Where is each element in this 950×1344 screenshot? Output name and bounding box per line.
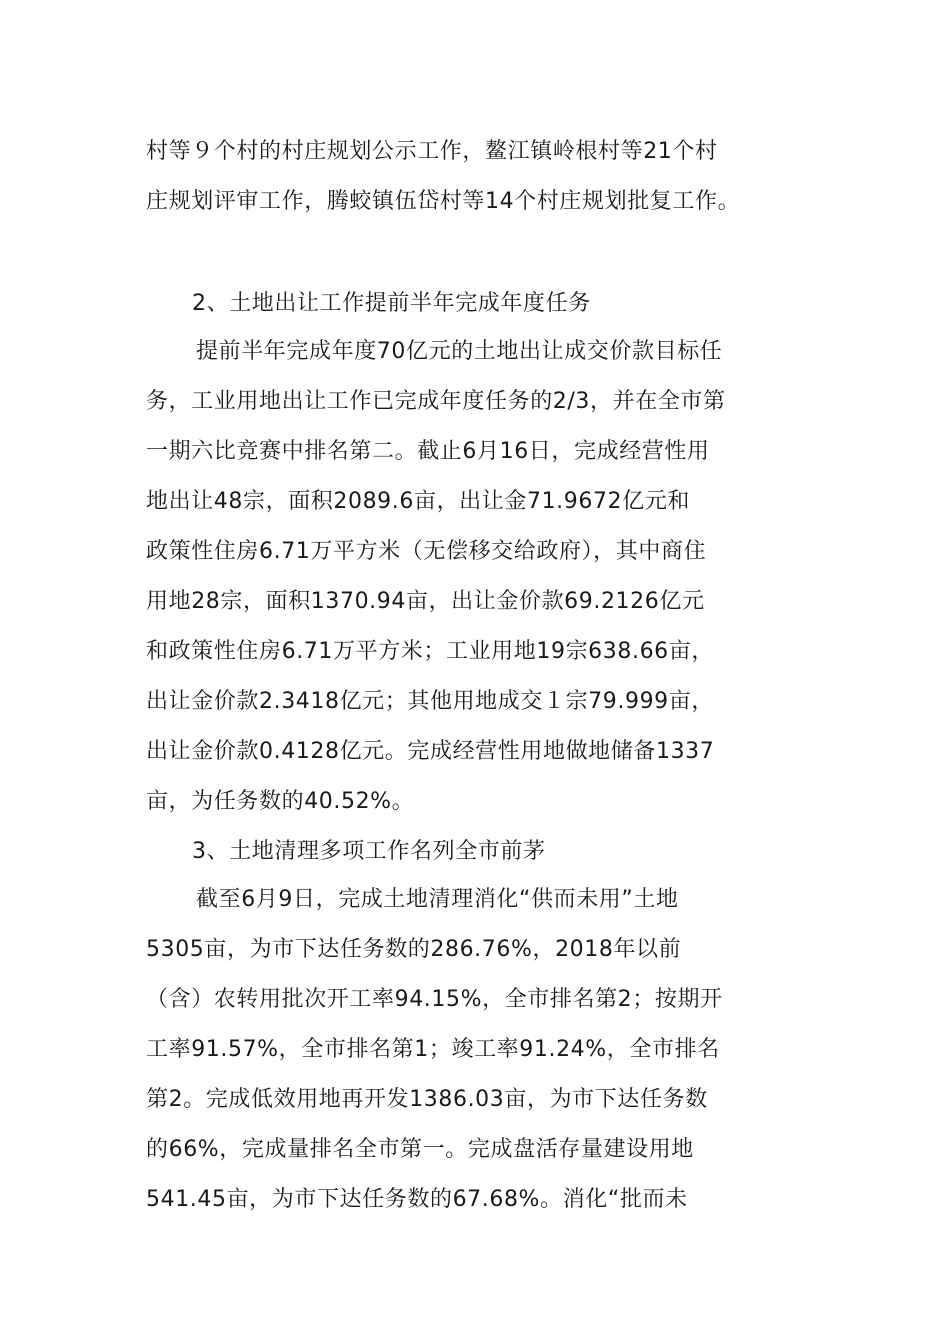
paragraph-line: 政策性住房6.71万平方米（无偿移交给政府），其中商住 bbox=[146, 539, 707, 564]
section-heading: 3、土地清理多项工作名列全市前茅 bbox=[192, 839, 546, 864]
paragraph-line: 和政策性住房6.71万平方米；工业用地19宗638.66亩， bbox=[146, 639, 714, 664]
paragraph-line: 的66%，完成量排名全市第一。完成盘活存量建设用地 bbox=[146, 1137, 694, 1162]
paragraph-line: 工率91.57%，全市排名第1；竣工率91.24%，全市排名 bbox=[146, 1037, 720, 1062]
paragraph-line: 截至6月9日，完成土地清理消化“供而未用”土地 bbox=[196, 887, 679, 912]
paragraph-line: 亩，为任务数的40.52%。 bbox=[146, 789, 415, 814]
paragraph-line: 用地28宗，面积1370.94亩，出让金价款69.2126亿元 bbox=[146, 589, 705, 614]
section-heading: 2、土地出让工作提前半年完成年度任务 bbox=[192, 291, 591, 316]
paragraph-line: 务，工业用地出让工作已完成年度任务的2/3，并在全市第 bbox=[146, 389, 726, 414]
paragraph-line: 出让金价款2.3418亿元；其他用地成交１宗79.999亩， bbox=[146, 689, 714, 714]
paragraph-line: 庄规划评审工作，腾蛟镇伍岱村等14个村庄规划批复工作。 bbox=[146, 189, 741, 214]
paragraph-line: 地出让48宗，面积2089.6亩，出让金71.9672亿元和 bbox=[146, 489, 690, 514]
paragraph-line: 第2。完成低效用地再开发1386.03亩，为市下达任务数 bbox=[146, 1087, 708, 1112]
paragraph-line: 5305亩，为市下达任务数的286.76%，2018年以前 bbox=[146, 937, 682, 962]
paragraph-line: 541.45亩，为市下达任务数的67.68%。消化“批而未 bbox=[146, 1187, 688, 1212]
paragraph-line: （含）农转用批次开工率94.15%，全市排名第2；按期开 bbox=[146, 987, 723, 1012]
paragraph-line: 村等９个村的村庄规划公示工作，鳌江镇岭根村等21个村 bbox=[146, 139, 718, 164]
paragraph-line: 提前半年完成年度70亿元的土地出让成交价款目标任 bbox=[196, 339, 723, 364]
paragraph-line: 出让金价款0.4128亿元。完成经营性用地做地储备1337 bbox=[146, 739, 715, 764]
paragraph-line: 一期六比竞赛中排名第二。截止6月16日，完成经营性用 bbox=[146, 439, 710, 464]
